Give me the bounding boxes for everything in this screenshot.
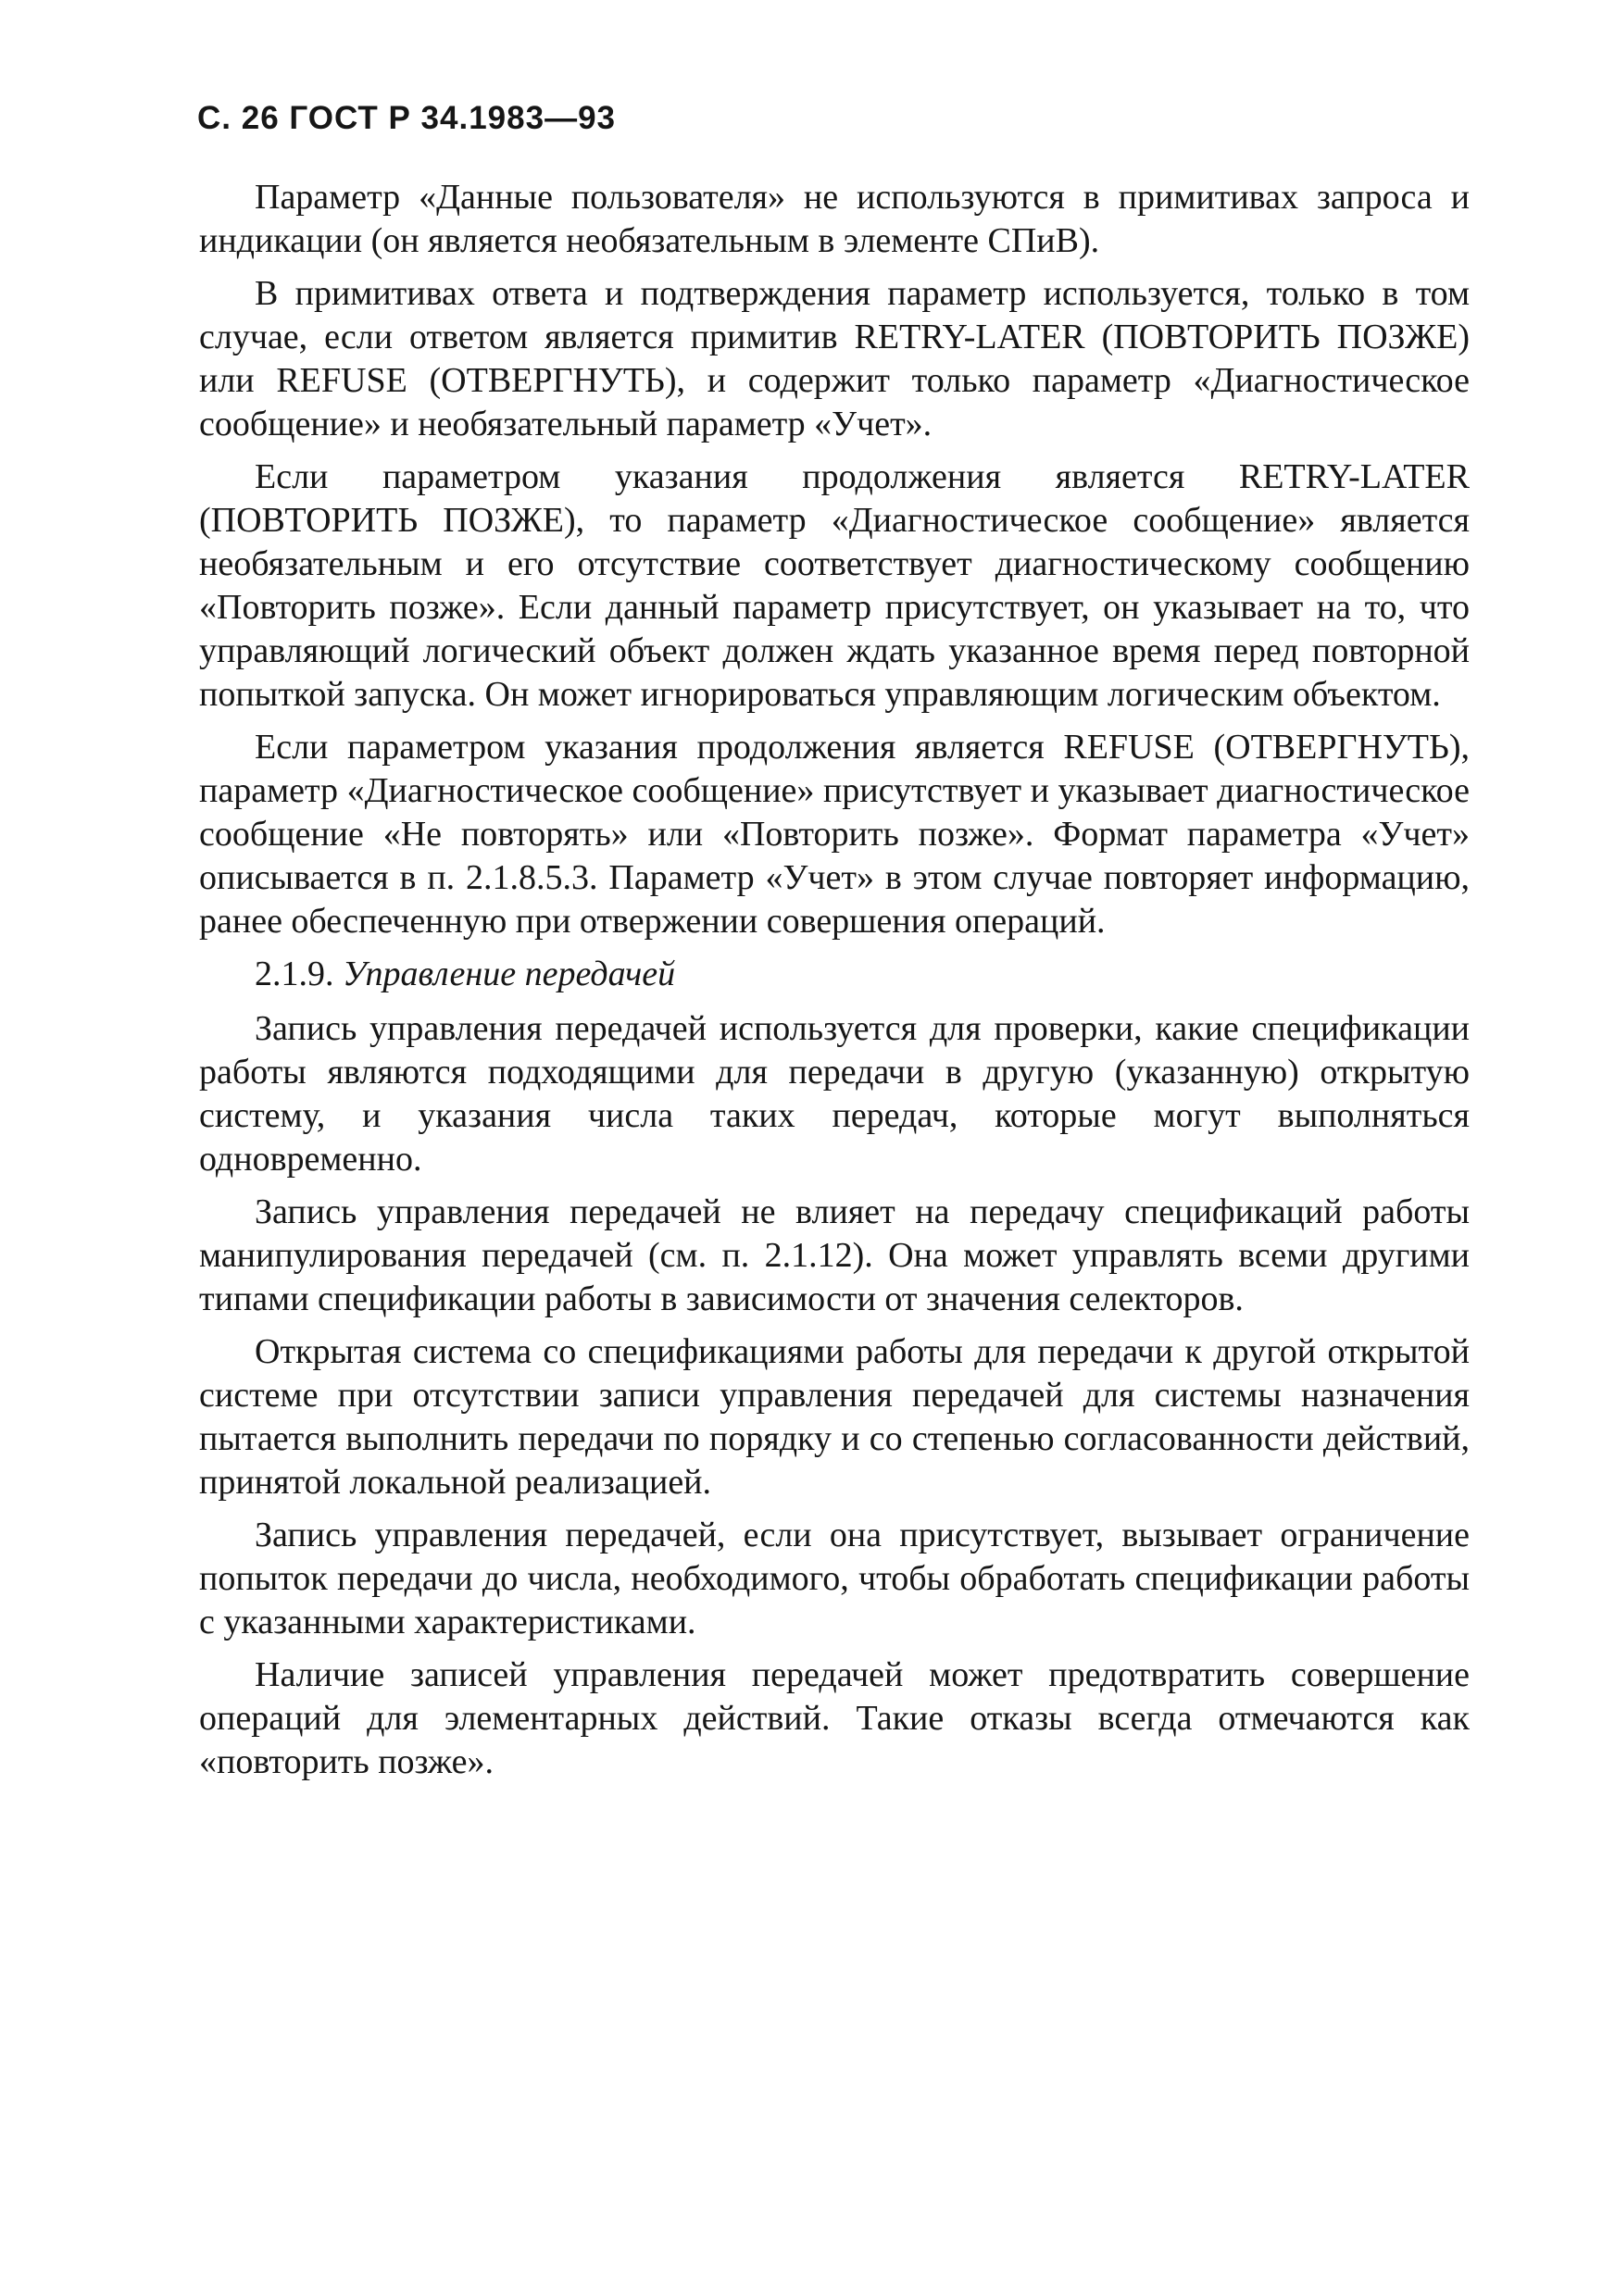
body-text [199, 176, 1470, 1793]
paragraph-transfer-control-purpose: Запись управления передачей используется для проверки, какие спецификации работы являются подходящими для передачи в другую (указанную) открытую систему, и указания числа таких передач, которые могут выполняться одновременно. [199, 1009, 1470, 1179]
paragraph-transfer-limit: Запись управления передачей, если она присутствует, вызывает ограничение попыток передачи до числа, необходимого, чтобы обработать спецификации работы с указанными характеристиками. [199, 1516, 1470, 1641]
paragraph-refuse: Если параметром указания продолжения является REFUSE (ОТВЕРГНУТЬ), параметр «Диагностическое сообщение» присутствует и указывает диагностическое сообщение «Не повторять» или «Повторить позже». Формат параметра «Учет» описывается в п. 2.1.8.5.3. Параметр «Учет» в этом случае повторяет информацию, ранее обеспеченную при отвержении совершения операций. [199, 728, 1470, 941]
running-head: С. 26 ГОСТ Р 34.1983—93 [197, 100, 617, 136]
section-number: 2.1.9. [255, 955, 334, 993]
paragraph-response-primitives: В примитивах ответа и подтверждения параметр используется, только в том случае, если ответом является примитив RETRY-LATER (ПОВТОРИТЬ ПОЗЖЕ) или REFUSE (ОТВЕРГНУТЬ), и содержит только параметр «Диагностическое сообщение» и необязательный параметр «Учет». [199, 274, 1470, 443]
section-title: Управление передачей [343, 955, 676, 993]
section-heading [199, 953, 1470, 996]
paragraph-retry-later: Если параметром указания продолжения является RETRY-LATER (ПОВТОРИТЬ ПОЗЖЕ), то параметр «Диагностическое сообщение» является необязательным и его отсутствие соответствует диагностическому сообщению «Повторить позже». Если данный параметр присутствует, он указывает на то, что управляющий логический объект должен ждать указанное время перед повторной попыткой запуска. Он может игнорироваться управляющим логическим объектом. [199, 457, 1470, 714]
paragraph-user-data: Параметр «Данные пользователя» не используются в примитивах запроса и индикации (он является необязательным в элементе СПиВ). [199, 178, 1470, 260]
paragraph-no-transfer-record: Открытая система со спецификациями работы для передачи к другой открытой системе при отсутствии записи управления передачей для системы назначения пытается выполнить передачи по порядку и со степенью согласованности действий, принятой локальной реализацией. [199, 1332, 1470, 1502]
paragraph-refusals: Наличие записей управления передачей может предотвратить совершение операций для элементарных действий. Такие отказы всегда отмечаются как «повторить позже». [199, 1655, 1470, 1781]
paragraph-transfer-control-scope: Запись управления передачей не влияет на передачу спецификаций работы манипулирования передачей (см. п. 2.1.12). Она может управлять всеми другими типами спецификации работы в зависимости от значения селекторов. [199, 1192, 1470, 1318]
